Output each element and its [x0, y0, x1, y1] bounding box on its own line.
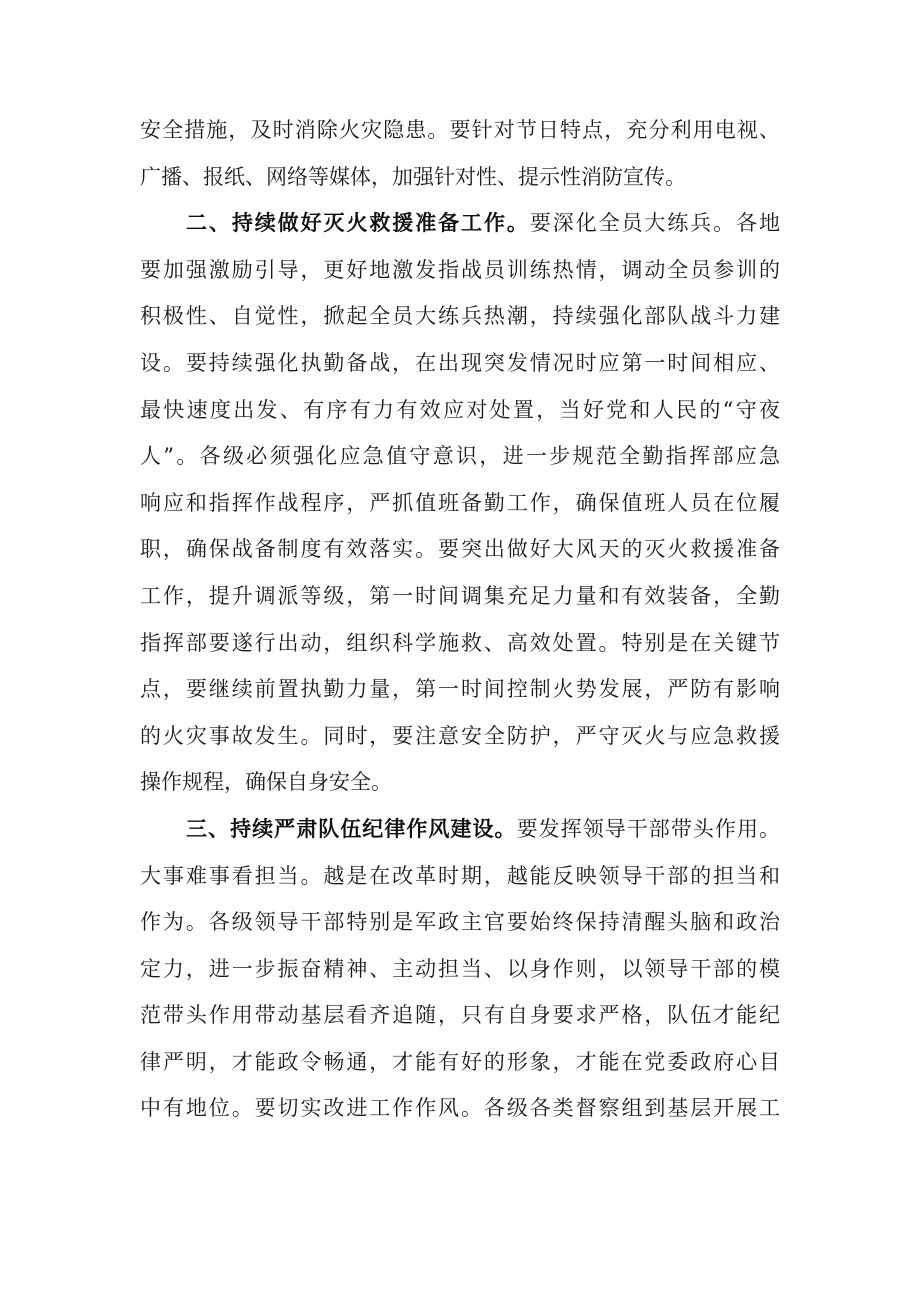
paragraph-2-line: 工作，提升调派等级，第一时间调集充足力量和有效装备，全勤 [140, 583, 780, 608]
paragraph-2-line: 最快速度出发、有序有力有效应对处置，当好党和人民的“守夜 [140, 397, 780, 422]
paragraph-2-line: 职，确保战备制度有效落实。要突出做好大风天的灭火救援准备 [140, 537, 780, 562]
paragraph-2-line: 的火灾事故发生。同时，要注意安全防护，严守灭火与应急救援 [140, 723, 780, 748]
paragraph-3-line: 定力，进一步振奋精神、主动担当、以身作则，以领导干部的模 [140, 956, 780, 981]
paragraph-3-line: 律严明，才能政令畅通，才能有好的形象，才能在党委政府心目 [140, 1049, 780, 1074]
paragraph-3-first-line-text: 要发挥领导干部带头作用。 [516, 816, 780, 841]
paragraph-2-line: 响应和指挥作战程序，严抓值班备勤工作，确保值班人员在位履 [140, 490, 780, 515]
paragraph-2-first-line [140, 200, 780, 247]
paragraph-1-line-1: 安全措施，及时消除火灾隐患。要针对节日特点，充分利用电视、 [140, 118, 780, 142]
document-body [140, 107, 780, 1132]
paragraph-3-line: 范带头作用带动基层看齐追随，只有自身要求严格，队伍才能纪 [140, 1003, 780, 1028]
paragraph-3-line: 中有地位。要切实改进工作作风。各级各类督察组到基层开展工 [140, 1096, 780, 1121]
paragraph-2-line: 要加强激励引导，更好地激发指战员训练热情，调动全员参训的 [140, 257, 780, 282]
paragraph-1-line-2: 广播、报纸、网络等媒体，加强针对性、提示性消防宣传。 [140, 164, 686, 189]
paragraph-2-line: 积极性、自觉性，掀起全员大练兵热潮，持续强化部队战斗力建 [140, 304, 780, 329]
paragraph-2-first-line-text: 要深化全员大练兵。各地 [529, 211, 780, 236]
paragraph-2-line: 人”。各级必须强化应急值守意识，进一步规范全勤指挥部应急 [140, 444, 780, 469]
paragraph-2-line: 设。要持续强化执勤备战，在出现突发情况时应第一时间相应、 [140, 350, 780, 375]
paragraph-3-line: 作为。各级领导干部特别是军政主官要始终保持清醒头脑和政治 [140, 910, 780, 935]
paragraph-3-first-line [140, 806, 780, 853]
paragraph-2-line: 点，要继续前置执勤力量，第一时间控制火势发展，严防有影响 [140, 677, 780, 702]
paragraph-2-line: 操作规程，确保自身安全。 [140, 770, 392, 795]
section-3-heading: 三、持续严肃队伍纪律作风建设。 [186, 816, 517, 841]
paragraph-2-line: 指挥部要遂行出动，组织科学施救、高效处置。特别是在关键节 [140, 630, 780, 655]
paragraph-3-line: 大事难事看担当。越是在改革时期，越能反映领导干部的担当和 [140, 863, 780, 888]
section-2-heading: 二、持续做好灭火救援准备工作。 [186, 211, 530, 236]
